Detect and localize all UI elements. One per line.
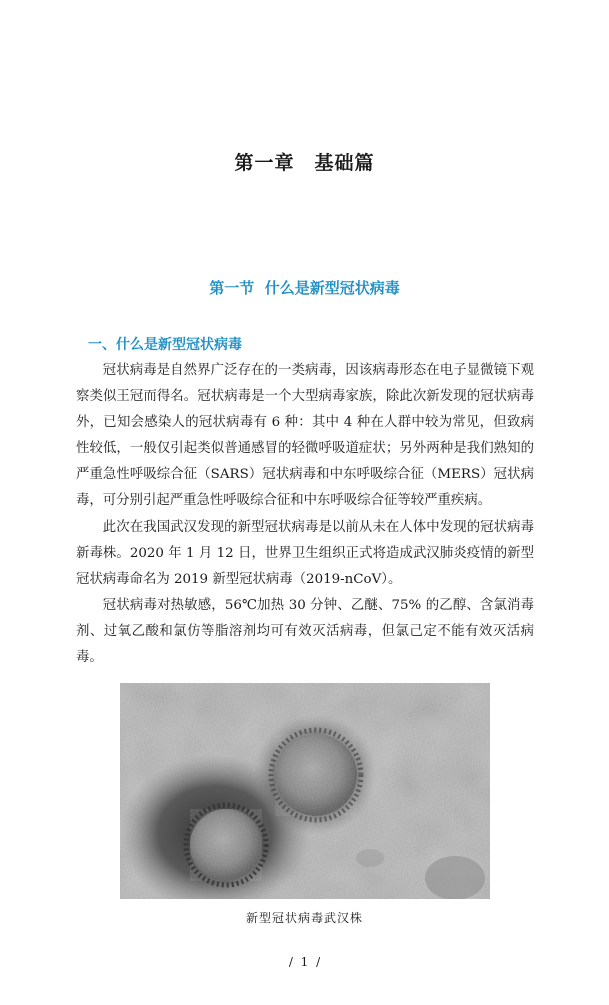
- body-text: [76, 358, 534, 671]
- paragraph-1: 冠状病毒是自然界广泛存在的一类病毒，因该病毒形态在电子显微镜下观察类似王冠而得名。冠状病毒是一个大型病毒家族，除此次新发现的冠状病毒外，已知会感染人的冠状病毒有 6 种：其中 4 种在人群中较为常见，但致病性较低，一般仅引起类似普通感冒的轻微呼吸道症状；另外两种是我们熟知的严重急性呼吸综合征（SARS）冠状病毒和中东呼吸综合征（MERS）冠状病毒，可分别引起严重急性呼吸综合征和中东呼吸综合征等较严重疾病。: [76, 363, 534, 509]
- figure-caption: 新型冠状病毒武汉株: [245, 911, 363, 925]
- virus-micrograph: [120, 683, 490, 899]
- paragraph-3: 冠状病毒对热敏感，56℃加热 30 分钟、乙醚、75% 的乙醇、含氯消毒剂、过氧乙酸和氯仿等脂溶剂均可有效灭活病毒，但氯己定不能有效灭活病毒。: [76, 597, 534, 666]
- subheading: 一、什么是新型冠状病毒: [88, 337, 242, 353]
- section-title: 第一节 什么是新型冠状病毒: [209, 279, 400, 297]
- chapter-title: 第一章 基础篇: [234, 152, 375, 174]
- paragraph-2: 此次在我国武汉发现的新型冠状病毒是以前从未在人体中发现的冠状病毒新毒株。2020 年 1 月 12 日，世界卫生组织正式将造成武汉肺炎疫情的新型冠状病毒命名为 2019 新型冠状病毒（2019-nCoV）。: [76, 519, 534, 587]
- page-number: / 1 /: [288, 955, 321, 969]
